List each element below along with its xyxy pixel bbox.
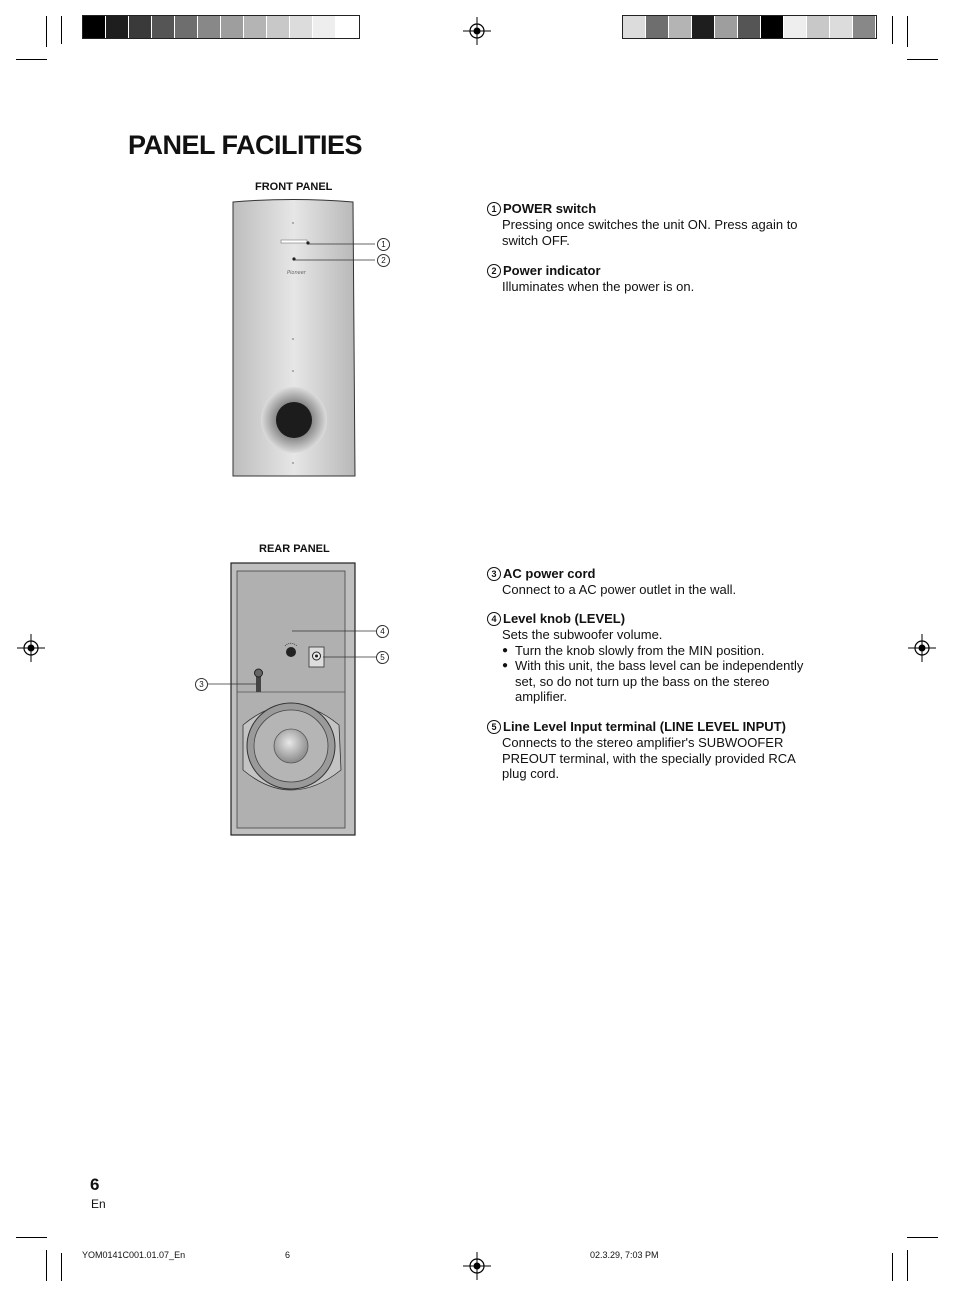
callout-3-icon: 3 <box>195 678 208 691</box>
item-description: Connects to the stereo amplifier's SUBWOOFER PREOUT terminal, with the specially provided RCA plug cord. <box>502 735 796 781</box>
crop-mark <box>907 1237 938 1238</box>
item-number-icon: 5 <box>487 720 501 734</box>
registration-target-icon <box>463 17 491 45</box>
bullet-text: Turn the knob slowly from the MIN position. <box>515 642 765 658</box>
item-description: Connect to a AC power outlet in the wall. <box>502 582 737 597</box>
item-description: Illuminates when the power is on. <box>502 279 695 294</box>
color-swatch <box>198 16 221 38</box>
footer-timestamp: 02.3.29, 7:03 PM <box>590 1250 659 1260</box>
page-title: PANEL FACILITIES <box>128 130 363 160</box>
crop-mark <box>16 1237 47 1238</box>
page-language: En <box>91 1197 106 1211</box>
crop-mark <box>16 59 47 60</box>
rear-item-4 <box>487 611 817 705</box>
item-title: AC power cord <box>503 566 596 581</box>
registration-target-icon <box>463 1252 491 1280</box>
page-number: 6 <box>90 1175 100 1194</box>
callout-2-icon: 2 <box>377 254 390 267</box>
item-title: Level knob (LEVEL) <box>503 611 626 626</box>
color-swatch <box>221 16 244 38</box>
item-number-icon: 3 <box>487 567 501 581</box>
footer-doc-id: YOM0141C001.01.07_En <box>82 1250 186 1260</box>
item-heading <box>487 611 817 626</box>
color-swatch <box>669 16 692 38</box>
color-swatch <box>175 16 198 38</box>
item-title: Line Level Input terminal (LINE LEVEL INPUT) <box>503 719 786 734</box>
color-swatch <box>715 16 738 38</box>
rear-panel-illustration <box>195 560 395 840</box>
callout-1-icon: 1 <box>377 238 390 251</box>
item-heading <box>487 263 817 278</box>
bullet-item <box>502 658 817 705</box>
color-swatch <box>244 16 267 38</box>
rear-item-5 <box>487 719 817 782</box>
color-swatch <box>738 16 761 38</box>
color-swatch <box>784 16 807 38</box>
color-swatch <box>692 16 715 38</box>
color-swatch <box>267 16 290 38</box>
bullet-text: With this unit, the bass level can be independently set, so do not turn up the bass on the stereo amplifier. <box>515 658 804 704</box>
callout-4-icon: 4 <box>376 625 389 638</box>
item-description: Pressing once switches the unit ON. Press again to switch OFF. <box>502 217 798 248</box>
crop-mark <box>892 1253 893 1281</box>
registration-color-bar-left <box>82 15 360 39</box>
item-number-icon: 2 <box>487 264 501 278</box>
front-panel-caption: FRONT PANEL <box>255 181 333 193</box>
crop-mark <box>907 1250 908 1281</box>
color-swatch <box>807 16 830 38</box>
svg-text:Pioneer: Pioneer <box>287 270 306 276</box>
color-swatch <box>290 16 313 38</box>
crop-mark <box>61 1253 62 1281</box>
crop-mark <box>61 16 62 44</box>
item-heading <box>487 201 817 216</box>
item-title: Power indicator <box>503 263 601 278</box>
color-swatch <box>830 16 853 38</box>
registration-color-bar-right <box>622 15 877 39</box>
color-swatch <box>129 16 152 38</box>
bullet-icon: ● <box>502 644 509 656</box>
item-title: POWER switch <box>503 201 597 216</box>
crop-mark <box>892 16 893 44</box>
callout-5-icon: 5 <box>376 651 389 664</box>
item-description: Sets the subwoofer volume. <box>502 627 663 642</box>
color-swatch <box>761 16 784 38</box>
bullet-icon: ● <box>502 660 509 671</box>
color-swatch <box>623 16 646 38</box>
registration-target-icon <box>908 634 936 662</box>
color-swatch <box>313 16 336 38</box>
front-item-2 <box>487 263 817 295</box>
crop-mark <box>46 16 47 47</box>
rear-panel-caption: REAR PANEL <box>259 543 330 555</box>
item-heading <box>487 566 817 581</box>
crop-mark <box>907 59 938 60</box>
footer-page: 6 <box>285 1250 291 1260</box>
color-swatch <box>83 16 106 38</box>
item-number-icon: 4 <box>487 612 501 626</box>
rear-item-3 <box>487 566 817 598</box>
registration-target-icon <box>17 634 45 662</box>
item-heading <box>487 719 817 734</box>
crop-mark <box>46 1250 47 1281</box>
crop-mark <box>907 16 908 47</box>
color-swatch <box>336 16 359 38</box>
front-item-1 <box>487 201 817 248</box>
color-swatch <box>152 16 175 38</box>
color-swatch <box>646 16 669 38</box>
bullet-item <box>502 643 817 659</box>
item-number-icon: 1 <box>487 202 501 216</box>
color-swatch <box>106 16 129 38</box>
color-swatch <box>853 16 876 38</box>
